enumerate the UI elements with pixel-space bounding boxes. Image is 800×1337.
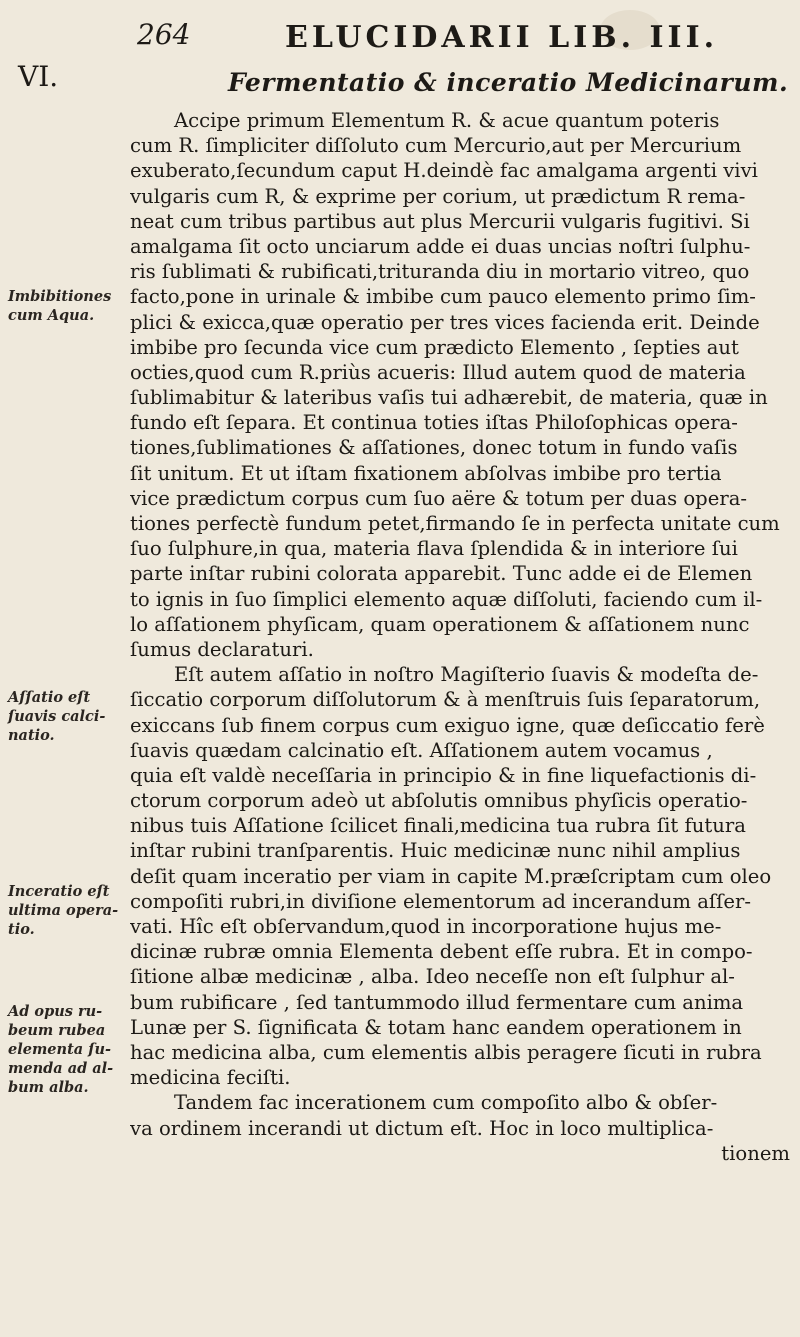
text-line: deſit quam inceratio per viam in capite M.præſcriptam cum oleo — [130, 864, 772, 888]
text-line: exiccans ſub finem corpus cum exiguo igne, quæ deſiccatio ferè — [130, 713, 765, 737]
text-line: ctorum corporum adeò ut abſolutis omnibus phyſicis operatio- — [130, 789, 748, 813]
text-line: to ignis in ſuo ſimplici elemento aquæ diſſoluti, faciendo cum il- — [130, 587, 763, 611]
text-line: ſublimabitur & lateribus vaſis tui adhærebit, de materia, quæ in — [130, 386, 768, 410]
margin-note-inceratio — [8, 882, 126, 939]
text-line: Lunæ per S. ſignificata & totam hanc eandem operationem in — [130, 1015, 742, 1039]
margin-note-line: tio. — [8, 921, 35, 938]
text-line: tiones,ſublimationes & aſſationes, donec totum in fundo vaſis — [130, 436, 738, 460]
text-line: hac medicina alba, cum elementis albis peragere ſicuti in rubra — [130, 1040, 762, 1064]
text-line: exuberato,ſecundum caput H.deindè fac amalgama argenti vivi — [130, 159, 758, 183]
text-line: ſuavis quædam calcinatio eſt. Aſſationem autem vocamus , — [130, 738, 713, 762]
margin-note-line: bum alba. — [8, 1079, 89, 1096]
text-line: ſumus declaraturi. — [130, 637, 314, 661]
text-line: amalgama ſit octo unciarum adde ei duas uncias noſtri ſulphu- — [130, 234, 751, 258]
chapter-number: VI. — [18, 60, 59, 93]
page-number: 264 — [137, 18, 191, 51]
text-line: dicinæ rubræ omnia Elementa debent eſſe rubra. Et in compo- — [130, 940, 753, 964]
text-line: lo aſſationem phyſicam, quam operationem & aſſationem nunc — [130, 612, 750, 636]
text-line: bum rubificare , ſed tantummodo illud fermentare cum anima — [130, 990, 744, 1014]
main-text — [130, 108, 790, 1166]
text-line: imbibe pro ſecunda vice cum prædicto Elemento , ſepties aut — [130, 335, 739, 359]
margin-note-line: menda ad al- — [8, 1060, 114, 1077]
margin-note-line: Imbibitiones — [8, 288, 112, 305]
margin-note-line: Aſſatio eſt — [8, 689, 91, 706]
text-line: Tandem fac incerationem cum compoſito albo & obſer- — [174, 1091, 718, 1115]
text-line: quia eſt valdè neceſſaria in principio & in fine liquefactionis di- — [130, 763, 757, 787]
margin-note-assatio — [8, 688, 126, 745]
section-title: Fermentatio & inceratio Medicinarum. — [228, 68, 789, 97]
text-line: vulgaris cum R, & exprime per corium, ut prædictum R rema- — [130, 184, 746, 208]
text-line: medicina feciſti. — [130, 1066, 291, 1090]
text-line: ſitione albæ medicinæ , alba. Ideo neceſſe non eſt ſulphur al- — [130, 965, 735, 989]
margin-note-line: beum rubea — [8, 1022, 106, 1039]
text-line: facto,pone in urinale & imbibe cum pauco elemento primo ſim- — [130, 285, 756, 309]
text-line: ſit unitum. Et ut iſtam fixationem abſolvas imbibe pro tertia — [130, 461, 722, 485]
text-line: Eſt autem aſſatio in noſtro Magiſterio ſuavis & modeſta de- — [174, 663, 759, 687]
catchword: tionem — [721, 1141, 790, 1165]
text-line: vice prædictum corpus cum ſuo aëre & totum per duas opera- — [130, 486, 747, 510]
running-head: ELUCIDARII LIB. III. — [285, 20, 719, 55]
margin-note-line: elementa ſu- — [8, 1041, 112, 1058]
margin-note-ad-opus — [8, 1002, 126, 1097]
margin-note-line: Inceratio eſt — [8, 883, 110, 900]
text-line: vati. Hîc eſt obſervandum,quod in incorporatione hujus me- — [130, 915, 722, 938]
text-line: inſtar rubini tranſparentis. Huic medicinæ nunc nihil amplius — [130, 839, 741, 863]
text-line: neat cum tribus partibus aut plus Mercurii vulgaris fugitivi. Si — [130, 209, 750, 233]
text-line: Accipe primum Elementum R. & acue quantum poteris — [174, 109, 720, 132]
text-line: nibus tuis Aſſatione ſcilicet finali,medicina tua rubra ſit futura — [130, 814, 746, 838]
text-line: ris ſublimati & rubificati,trituranda diu in mortario vitreo, quo — [130, 260, 750, 284]
margin-note-line: Ad opus ru- — [8, 1003, 103, 1020]
text-line: parte inſtar rubini colorata apparebit. Tunc adde ei de Elemen — [130, 562, 753, 586]
margin-note-line: ſuavis calci- — [8, 708, 106, 725]
text-line: fundo eſt ſepara. Et continua toties iſtas Philoſophicas opera- — [130, 411, 738, 435]
text-line: plici & exicca,quæ operatio per tres vices facienda erit. Deinde — [130, 310, 760, 334]
margin-note-line: ultima opera- — [8, 902, 119, 919]
text-line: compoſiti rubri,in diviſione elementorum ad incerandum aſſer- — [130, 889, 752, 913]
margin-note-line: natio. — [8, 727, 55, 744]
text-line: tiones perfectè fundum petet,firmando ſe in perfecta unitate cum — [130, 512, 780, 535]
text-line: ſuo ſulphure,in qua, materia flava ſplendida & in interiore ſui — [130, 537, 738, 561]
text-line: ſiccatio corporum diſſolutorum & à menſtruis ſuis ſeparatorum, — [130, 688, 761, 712]
text-line: va ordinem incerandi ut dictum eſt. Hoc in loco multiplica- — [130, 1116, 714, 1140]
text-line: octies,quod cum R.priùs acueris: Illud autem quod de materia — [130, 360, 746, 384]
margin-note-imbibitiones — [8, 287, 126, 325]
margin-note-line: cum Aqua. — [8, 307, 95, 324]
text-line: cum R. ſimpliciter diſſoluto cum Mercurio,aut per Mercurium — [130, 134, 742, 158]
